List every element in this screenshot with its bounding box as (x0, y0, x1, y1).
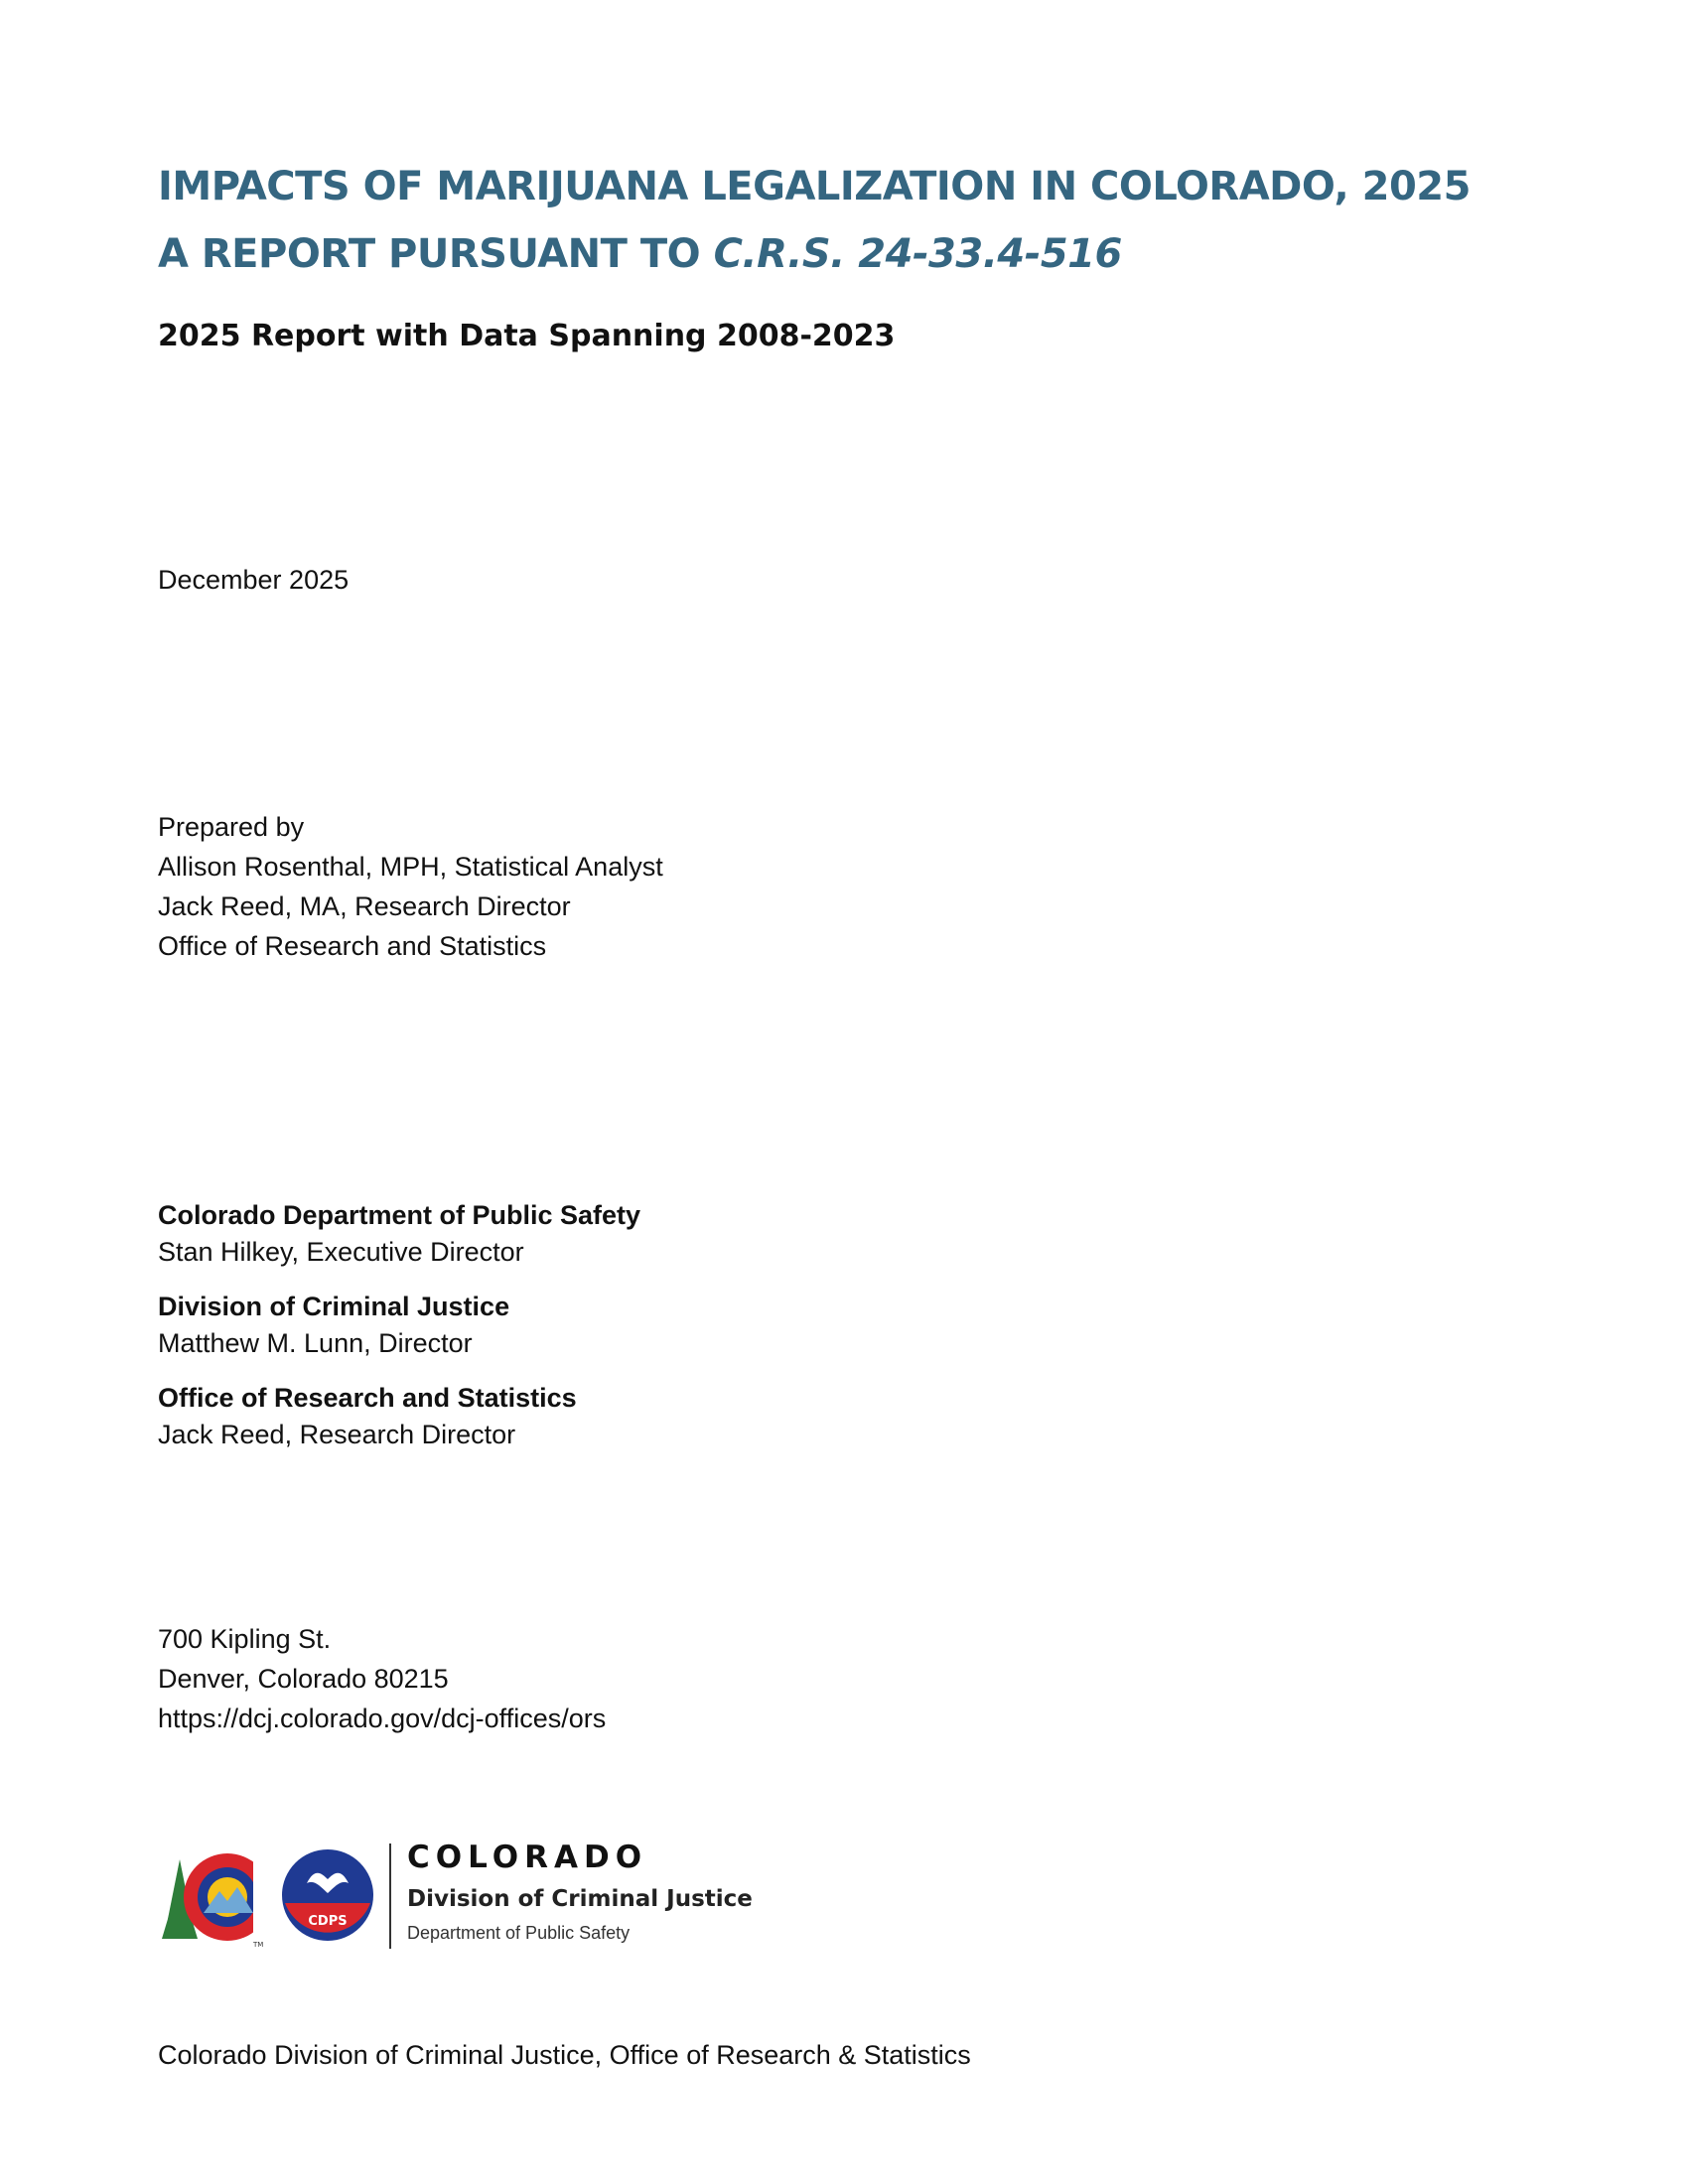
address-street: 700 Kipling St. (158, 1624, 332, 1654)
org-person-dcj: Matthew M. Lunn, Director (158, 1328, 473, 1358)
logo-department: Department of Public Safety (407, 1923, 631, 1943)
logo-divider (389, 1843, 391, 1949)
org-person-ors: Jack Reed, Research Director (158, 1420, 516, 1449)
date-text: December 2025 (158, 565, 350, 595)
title-prefix: A REPORT PURSUANT TO (158, 231, 714, 277)
address-city: Denver, Colorado 80215 (158, 1664, 449, 1694)
author-1: Allison Rosenthal, MPH, Statistical Analyst (158, 852, 663, 882)
statute-citation: C.R.S. 24-33.4-516 (713, 231, 1122, 277)
organizations-block (158, 1197, 640, 1453)
report-subtitle: 2025 Report with Data Spanning 2008-2023 (158, 319, 896, 353)
org-name-ors: Office of Research and Statistics (158, 1383, 577, 1413)
report-title-line2 (158, 231, 1122, 277)
org-name-cdps: Colorado Department of Public Safety (158, 1200, 641, 1230)
colorado-cdps-emblem (158, 1840, 386, 1955)
trademark-mark: TM (253, 1941, 264, 1949)
report-title-line1: IMPACTS OF MARIJUANA LEGALIZATION IN COLORADO, 2025 (158, 164, 1471, 209)
prepared-by-label: Prepared by (158, 812, 305, 842)
prepared-by-block (158, 807, 663, 966)
address-block (158, 1619, 606, 1738)
colorado-dcj-logo (158, 1840, 754, 1955)
cdps-badge-text: CDPS (308, 1914, 348, 1929)
report-date (158, 560, 349, 600)
logo-division: Division of Criminal Justice (407, 1886, 753, 1912)
author-office: Office of Research and Statistics (158, 931, 547, 961)
website-link[interactable]: https://dcj.colorado.gov/dcj-offices/ors (158, 1704, 607, 1733)
author-2: Jack Reed, MA, Research Director (158, 891, 571, 921)
org-name-dcj: Division of Criminal Justice (158, 1292, 510, 1321)
logo-wordmark: COLORADO (407, 1840, 648, 1875)
org-person-cdps: Stan Hilkey, Executive Director (158, 1237, 524, 1267)
page-footer: Colorado Division of Criminal Justice, Office of Research & Statistics (158, 2040, 971, 2070)
